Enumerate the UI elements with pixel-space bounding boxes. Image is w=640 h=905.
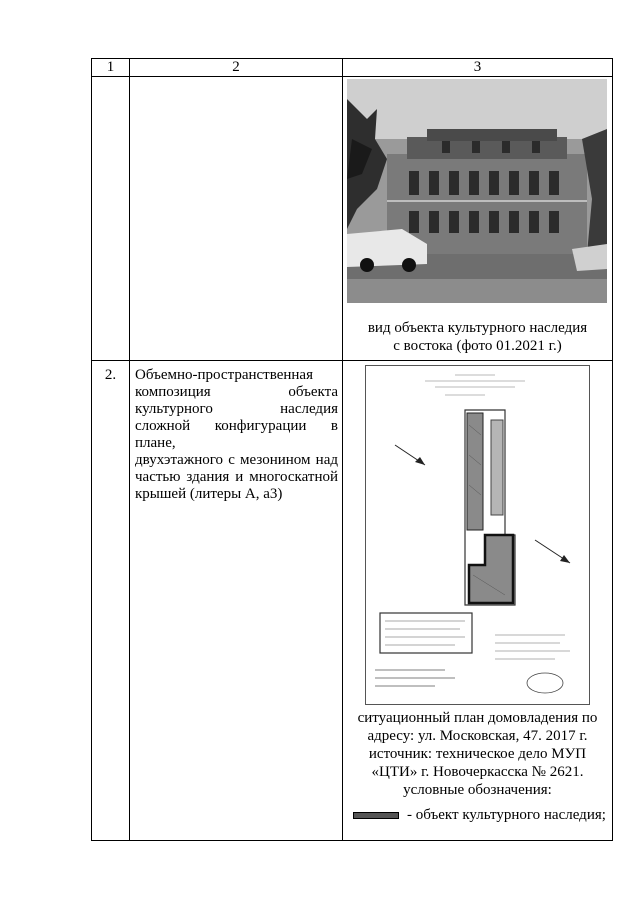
plan-caption-line: условные обозначения:	[403, 782, 552, 798]
header-col-1: 1	[92, 59, 130, 77]
description-line: культурного наследия	[135, 401, 338, 417]
plan-caption-line: источник: техническое дело МУП	[368, 746, 587, 762]
header-col-2: 2	[130, 59, 343, 77]
photo-caption-line-2: с востока (фото 01.2021 г.)	[393, 338, 562, 354]
legend-text: - объект культурного наследия;	[407, 807, 606, 823]
description-line: двухэтажного с мезонином над	[135, 452, 338, 468]
row1-description-cell	[130, 77, 343, 361]
photo-caption	[343, 319, 612, 355]
row2-description	[130, 361, 343, 841]
row1-photo-cell	[343, 77, 613, 361]
building-photo	[347, 79, 607, 303]
row1-number-cell	[92, 77, 130, 361]
description-line: Объемно-пространственная	[135, 367, 313, 383]
plan-caption-line: адресу: ул. Московская, 47. 2017 г.	[367, 728, 588, 744]
plan-caption-line: ситуационный план домовладения по	[357, 710, 598, 726]
legend	[353, 807, 612, 824]
header-col-3: 3	[343, 59, 613, 77]
row2-number: 2.	[92, 361, 130, 841]
photo-caption-line-1: вид объекта культурного наследия	[367, 320, 588, 336]
description-line: частью здания и многоскатной	[135, 469, 338, 485]
plan-caption	[343, 709, 612, 799]
heritage-legend-swatch	[353, 812, 399, 819]
description-line: композиция объекта	[135, 384, 338, 400]
description-line: сложной конфигурации в плане,	[135, 418, 338, 451]
heritage-table	[91, 58, 613, 841]
plan-caption-line: «ЦТИ» г. Новочеркасска № 2621.	[371, 764, 584, 780]
row2-plan-cell	[343, 361, 613, 841]
table-row-composition	[92, 361, 613, 841]
description-line: крышей (литеры А, а3)	[135, 486, 283, 502]
table-row-photo	[92, 77, 613, 361]
site-plan-image	[365, 365, 590, 705]
table-header-row	[92, 59, 613, 77]
